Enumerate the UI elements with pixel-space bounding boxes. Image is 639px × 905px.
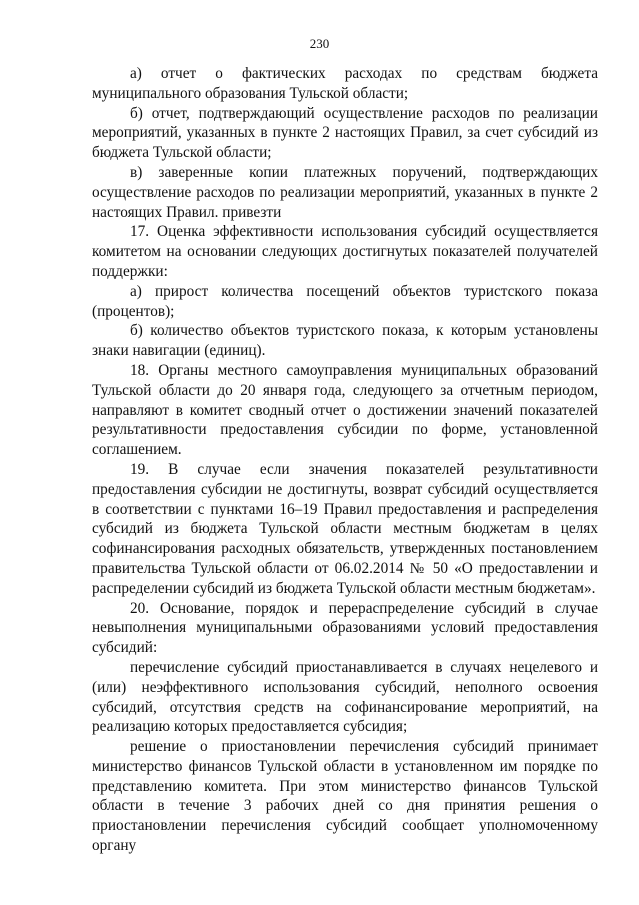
paragraph-16b: б) отчет, подтверждающий осуществление расходов по реализации мероприятий, указанных в пункте 2 настоящих Правил, за счет субсидий из бюджета Тульской области; (92, 104, 598, 162)
paragraph-20: 20. Основание, порядок и перераспределение субсидий в случае невыполнения муниципальными образованиями условий предоставления субсидий: (92, 599, 598, 657)
document-body (92, 64, 598, 856)
page-number: 230 (309, 36, 330, 51)
paragraph-16a: а) отчет о фактических расходах по средствам бюджета муниципального образования Тульской области; (92, 65, 598, 102)
paragraph-17b: б) количество объектов туристского показа, к которым установлены знаки навигации (единиц). (92, 322, 598, 360)
paragraph-20-suspension: перечисление субсидий приостанавливается в случаях нецелевого и (или) неэффективного использования субсидий, неполного освоения субсидий, отсутствия средств на софинансирование мероприятий, на реализацию которых предоставляется субсидия; (92, 658, 598, 736)
paragraph-20-decision: решение о приостановлении перечисления субсидий принимает министерство финансов Тульской области в установленном им порядке по представлению комитета. При этом министерство финансов Тульской области в течение 3 рабочих дней со дня принятия решения о приостановлении перечисления субсидий сообщает уполномоченному органу (92, 738, 598, 855)
paragraph-18: 18. Органы местного самоуправления муниципальных образований Тульской области до 20 января года, следующего за отчетным периодом, направляют в комитет сводный отчет о достижении значений показателей результативности предоставления субсидии по форме, установленной соглашением. (92, 361, 598, 459)
paragraph-19: 19. В случае если значения показателей результативности предоставления субсидии не достигнуты, возврат субсидий осуществляется в соответствии с пунктами 16–19 Правил предоставления и распределения субсидий из бюджета Тульской области местным бюджетам в целях софинансирования расходных обязательств, утвержденных постановлением правительства Тульской области от 06.02.2014 № 50 «О предоставлении и распределении субсидий из бюджета Тульской области местным бюджетам». (92, 460, 598, 597)
paragraph-17: 17. Оценка эффективности использования субсидий осуществляется комитетом на основании следующих достигнутых показателей получателей поддержки: (92, 223, 598, 280)
paragraph-16c: в) заверенные копии платежных поручений, подтверждающих осуществление расходов по реализации мероприятий, указанных в пункте 2 настоящих Правил. привезти (92, 163, 598, 221)
paragraph-17a: а) прирост количества посещений объектов туристского показа (процентов); (92, 282, 598, 320)
